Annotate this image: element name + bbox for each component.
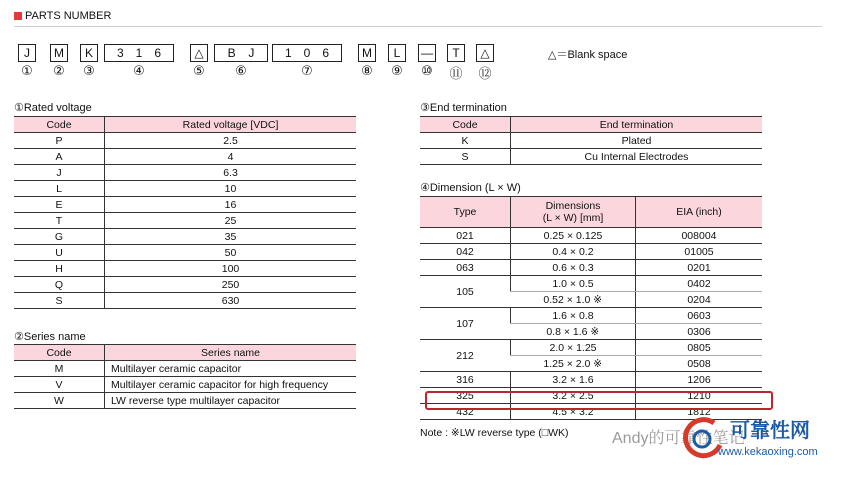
part-char: J [248, 46, 255, 60]
code-cell: M [14, 361, 105, 377]
dims-cell: 1.25 × 2.0 ※ [511, 356, 636, 372]
header-type: Type [420, 197, 511, 228]
termination-cell: Cu Internal Electrodes [511, 149, 763, 165]
eia-cell: 0306 [636, 324, 763, 340]
series-name-table [14, 344, 356, 409]
table-row [14, 197, 356, 213]
position-number: ⑩ [421, 63, 433, 78]
watermark-url: www.kekaoxing.com [718, 446, 818, 458]
table-row [14, 133, 356, 149]
end-termination-title: ③End termination [420, 102, 507, 114]
eia-cell: 1210 [636, 388, 763, 404]
type-cell: 107 [420, 308, 511, 340]
type-cell: 042 [420, 244, 511, 260]
dimension-title: ④Dimension (L × W) [420, 182, 521, 194]
dims-cell: 1.6 × 0.8 [511, 308, 636, 324]
series-name-title: ②Series name [14, 331, 86, 343]
eia-cell: 0508 [636, 356, 763, 372]
rated-voltage-table [14, 116, 356, 309]
code-cell: K [420, 133, 511, 149]
eia-cell: 0805 [636, 340, 763, 356]
part-char: B [227, 46, 236, 60]
table-row [420, 308, 762, 324]
dims-cell: 4.5 × 3.2 [511, 404, 636, 420]
type-cell: 212 [420, 340, 511, 372]
part-box-group [272, 44, 342, 62]
part-char: 1 [284, 46, 292, 60]
termination-cell: Plated [511, 133, 763, 149]
header-dimensions-line1: Dimensions [545, 200, 601, 212]
position-number: ⑪ [449, 66, 463, 81]
table-row [14, 293, 356, 309]
header-code: Code [14, 117, 105, 133]
end-termination-table [420, 116, 762, 165]
voltage-cell: 6.3 [105, 165, 357, 181]
table-row [420, 228, 762, 244]
type-cell: 021 [420, 228, 511, 244]
position-number: ② [53, 63, 65, 78]
code-cell: G [14, 229, 105, 245]
row-highlight-box [425, 391, 773, 410]
type-cell: 063 [420, 260, 511, 276]
part-box: M [358, 44, 376, 62]
code-cell: J [14, 165, 105, 181]
part-box: — [418, 44, 436, 62]
type-cell: 316 [420, 372, 511, 388]
table-row [14, 393, 356, 409]
table-row [420, 276, 762, 292]
part-box: △ [476, 44, 494, 62]
header-eia: EIA (inch) [636, 197, 763, 228]
code-cell: A [14, 149, 105, 165]
position-number: ⑨ [391, 63, 403, 78]
series-cell: Multilayer ceramic capacitor [105, 361, 357, 377]
blank-space-legend: △＝Blank space [548, 49, 628, 61]
part-box-group [214, 44, 268, 62]
table-row [420, 372, 762, 388]
voltage-cell: 250 [105, 277, 357, 293]
eia-cell: 008004 [636, 228, 763, 244]
dims-cell: 3.2 × 2.5 [511, 388, 636, 404]
code-cell: V [14, 377, 105, 393]
code-cell: T [14, 213, 105, 229]
table-row [14, 361, 356, 377]
table-row [14, 261, 356, 277]
voltage-cell: 100 [105, 261, 357, 277]
eia-cell: 01005 [636, 244, 763, 260]
watermark-author: Andy的可靠性笔记 [612, 430, 745, 447]
voltage-cell: 630 [105, 293, 357, 309]
table-row [420, 244, 762, 260]
position-number: ④ [133, 63, 145, 78]
header-dimensions [511, 197, 636, 228]
part-char: 6 [154, 46, 162, 60]
header-end-termination: End termination [511, 117, 763, 133]
type-cell: 325 [420, 388, 511, 404]
part-box: K [80, 44, 98, 62]
code-cell: U [14, 245, 105, 261]
voltage-cell: 35 [105, 229, 357, 245]
eia-cell: 0204 [636, 292, 763, 308]
table-row [14, 229, 356, 245]
voltage-cell: 16 [105, 197, 357, 213]
position-number: ⑥ [235, 63, 247, 78]
type-cell: 432 [420, 404, 511, 420]
title-marker [14, 12, 22, 20]
table-row [14, 277, 356, 293]
part-box: L [388, 44, 406, 62]
table-row [14, 165, 356, 181]
voltage-cell: 4 [105, 149, 357, 165]
position-number: ③ [83, 63, 95, 78]
part-box: J [18, 44, 36, 62]
code-cell: W [14, 393, 105, 409]
table-row [14, 245, 356, 261]
eia-cell: 0402 [636, 276, 763, 292]
position-number: ⑦ [301, 63, 313, 78]
code-cell: L [14, 181, 105, 197]
series-cell: Multilayer ceramic capacitor for high frequency [105, 377, 357, 393]
part-box: M [50, 44, 68, 62]
part-box: △ [190, 44, 208, 62]
table-row [14, 213, 356, 229]
page-title: PARTS NUMBER [25, 10, 112, 22]
table-row [420, 260, 762, 276]
dims-cell: 0.52 × 1.0 ※ [511, 292, 636, 308]
watermark-brand: 可靠性网 [730, 420, 810, 442]
dims-cell: 0.8 × 1.6 ※ [511, 324, 636, 340]
header-code: Code [14, 345, 105, 361]
part-box: T [447, 44, 465, 62]
position-number: ⑤ [193, 63, 205, 78]
part-char: 6 [322, 46, 330, 60]
header-dimensions-line2: (L × W) [mm] [542, 212, 604, 224]
eia-cell: 1812 [636, 404, 763, 420]
title-divider [14, 26, 822, 27]
code-cell: S [14, 293, 105, 309]
eia-cell: 0201 [636, 260, 763, 276]
position-number: ① [21, 63, 33, 78]
code-cell: P [14, 133, 105, 149]
code-cell: S [420, 149, 511, 165]
header-rated-voltage: Rated voltage [VDC] [105, 117, 357, 133]
code-cell: H [14, 261, 105, 277]
dimension-table [420, 196, 762, 420]
voltage-cell: 10 [105, 181, 357, 197]
dims-cell: 0.6 × 0.3 [511, 260, 636, 276]
dims-cell: 0.4 × 0.2 [511, 244, 636, 260]
dims-cell: 2.0 × 1.25 [511, 340, 636, 356]
header-code: Code [420, 117, 511, 133]
table-row [420, 340, 762, 356]
voltage-cell: 25 [105, 213, 357, 229]
part-char: 1 [135, 46, 143, 60]
eia-cell: 0603 [636, 308, 763, 324]
part-box-group [104, 44, 174, 62]
header-series-name: Series name [105, 345, 357, 361]
voltage-cell: 2.5 [105, 133, 357, 149]
table-row [14, 377, 356, 393]
part-char: 3 [116, 46, 124, 60]
eia-cell: 1206 [636, 372, 763, 388]
position-number: ⑫ [478, 66, 492, 81]
code-cell: E [14, 197, 105, 213]
dims-cell: 0.25 × 0.125 [511, 228, 636, 244]
table-row [14, 149, 356, 165]
part-char: 0 [303, 46, 311, 60]
table-row [420, 149, 762, 165]
dims-cell: 3.2 × 1.6 [511, 372, 636, 388]
footnote: Note : ※LW reverse type (□WK) [420, 427, 569, 439]
code-cell: Q [14, 277, 105, 293]
dims-cell: 1.0 × 0.5 [511, 276, 636, 292]
table-row [420, 133, 762, 149]
table-row [14, 181, 356, 197]
position-number: ⑧ [361, 63, 373, 78]
type-cell: 105 [420, 276, 511, 308]
voltage-cell: 50 [105, 245, 357, 261]
series-cell: LW reverse type multilayer capacitor [105, 393, 357, 409]
rated-voltage-title: ①Rated voltage [14, 102, 92, 114]
